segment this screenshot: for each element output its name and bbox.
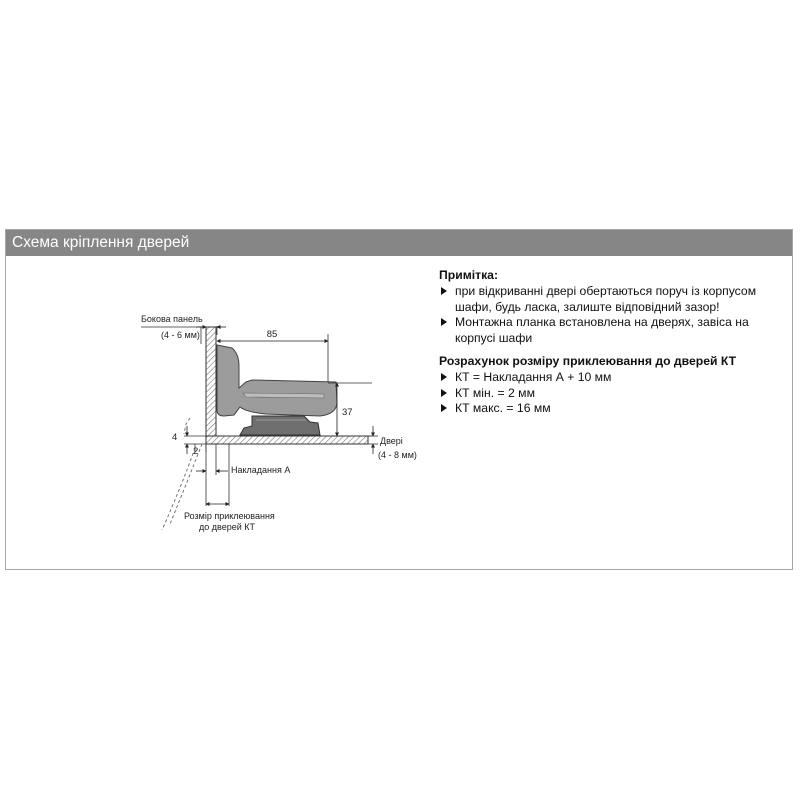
- side-panel-shape: [206, 327, 216, 441]
- hinge-shape: [217, 345, 337, 435]
- overlay-a-label: Накладання А: [231, 465, 291, 475]
- dim-2-label: 2: [193, 446, 199, 457]
- panel-title: Схема кріплення дверей: [6, 230, 792, 256]
- triangle-bullet-icon: [441, 318, 447, 326]
- triangle-bullet-icon: [441, 389, 447, 397]
- list-item: [439, 370, 769, 385]
- kt-label-line1: Розмір приклеювання: [184, 511, 275, 521]
- note-text: Монтажна планка встановлена на дверях, завіса на корпусі шафи: [455, 315, 749, 345]
- notes-section: [439, 268, 769, 346]
- side-panel-thickness-label: (4 - 6 мм): [161, 330, 200, 340]
- calc-text: КТ = Накладання А + 10 мм: [455, 370, 612, 385]
- triangle-bullet-icon: [441, 404, 447, 412]
- dim-85-label: 85: [266, 329, 278, 340]
- calculation-title: Розрахунок розміру приклеювання до дверей КТ: [439, 354, 737, 368]
- calc-text: КТ макс. = 16 мм: [455, 401, 551, 416]
- calc-text: КТ мін. = 2 мм: [455, 385, 535, 400]
- triangle-bullet-icon: [441, 373, 447, 381]
- dim-37-label: 37: [342, 407, 353, 418]
- list-item: [439, 386, 769, 401]
- list-item: [439, 284, 769, 315]
- notes-title: Примітка:: [439, 268, 499, 282]
- dim-4-label: 4: [172, 432, 178, 443]
- triangle-bullet-icon: [441, 287, 447, 295]
- door-label: Двері: [380, 436, 403, 446]
- door-thickness-label: (4 - 8 мм): [378, 450, 417, 460]
- calculation-section: [439, 354, 769, 417]
- door-mounting-panel: [5, 229, 793, 570]
- side-panel-label: Бокова панель: [141, 314, 203, 324]
- kt-label-line2: до дверей КТ: [199, 522, 255, 532]
- list-item: [439, 401, 769, 416]
- note-text: при відкриванні двері обертаються поруч із корпусом шафи, будь ласка, залиште відповідний зазор!: [455, 284, 757, 314]
- door-shape: [206, 436, 368, 444]
- list-item: [439, 315, 769, 346]
